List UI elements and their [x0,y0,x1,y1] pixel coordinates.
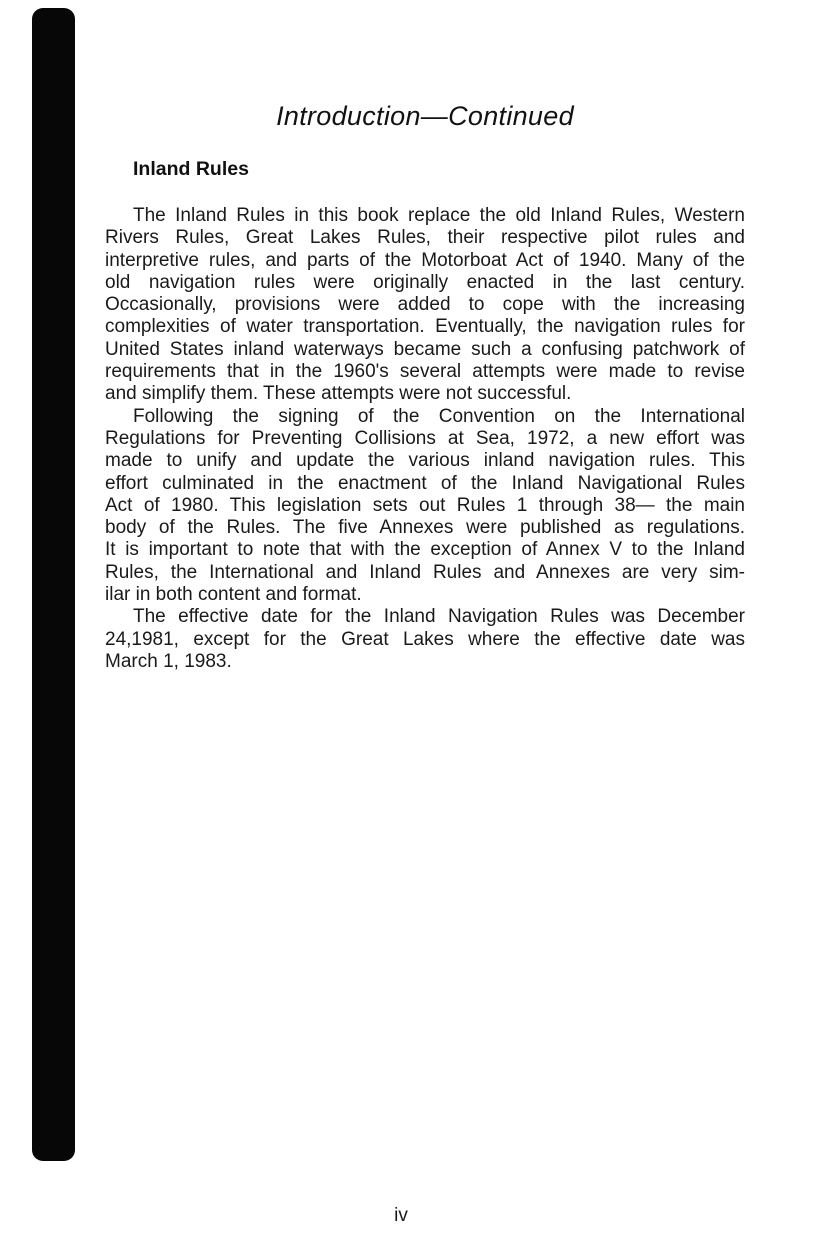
paragraph [105,205,745,406]
page-title: Introduction—Continued [276,101,574,131]
text-line: Occasionally, provisions were added to cope with the increasing [105,294,745,316]
text-line: Rivers Rules, Great Lakes Rules, their respective pilot rules and [105,227,745,249]
text-line: body of the Rules. The five Annexes were published as regulations. [105,517,745,539]
text-line: Following the signing of the Convention on the International [133,405,745,427]
text-line: effort culminated in the enactment of the Inland Navigational Rules [105,472,745,494]
section-heading: Inland Rules [133,158,249,180]
text-line: requirements that in the 1960's several attempts were made to revise [105,361,745,383]
text-line: old navigation rules were originally enacted in the last century. [105,271,745,293]
text-line: Act of 1980. This legislation sets out Rules 1 through 38— the main [105,494,745,516]
page-footer [0,1204,821,1227]
text-line: ilar in both content and format. [105,584,362,606]
text-line: made to unify and update the various inland navigation rules. This [105,450,745,472]
paragraph [105,406,745,607]
text-line: Rules, the International and Inland Rules and Annexes are very sim- [105,561,745,583]
text-line: 24,1981, except for the Great Lakes where the effective date was [105,628,745,650]
text-line: The Inland Rules in this book replace the old Inland Rules, Western [133,205,745,226]
text-line: Regulations for Preventing Collisions at Sea, 1972, a new effort was [105,427,745,449]
page-content [105,0,745,673]
text-line: interpretive rules, and parts of the Motorboat Act of 1940. Many of the [105,249,745,271]
text-line: March 1, 1983. [105,650,232,672]
paragraph [105,606,745,673]
body-text [105,205,745,673]
text-line: and simplify them. These attempts were not successful. [105,383,572,405]
page-number: iv [394,1205,408,1226]
text-line: The effective date for the Inland Navigation Rules was December [133,606,745,628]
scan-artifact-bar [32,8,75,1161]
text-line: complexities of water transportation. Eventually, the navigation rules for [105,316,745,338]
text-line: It is important to note that with the exception of Annex V to the Inland [105,539,745,561]
text-line: United States inland waterways became such a confusing patchwork of [105,338,745,360]
